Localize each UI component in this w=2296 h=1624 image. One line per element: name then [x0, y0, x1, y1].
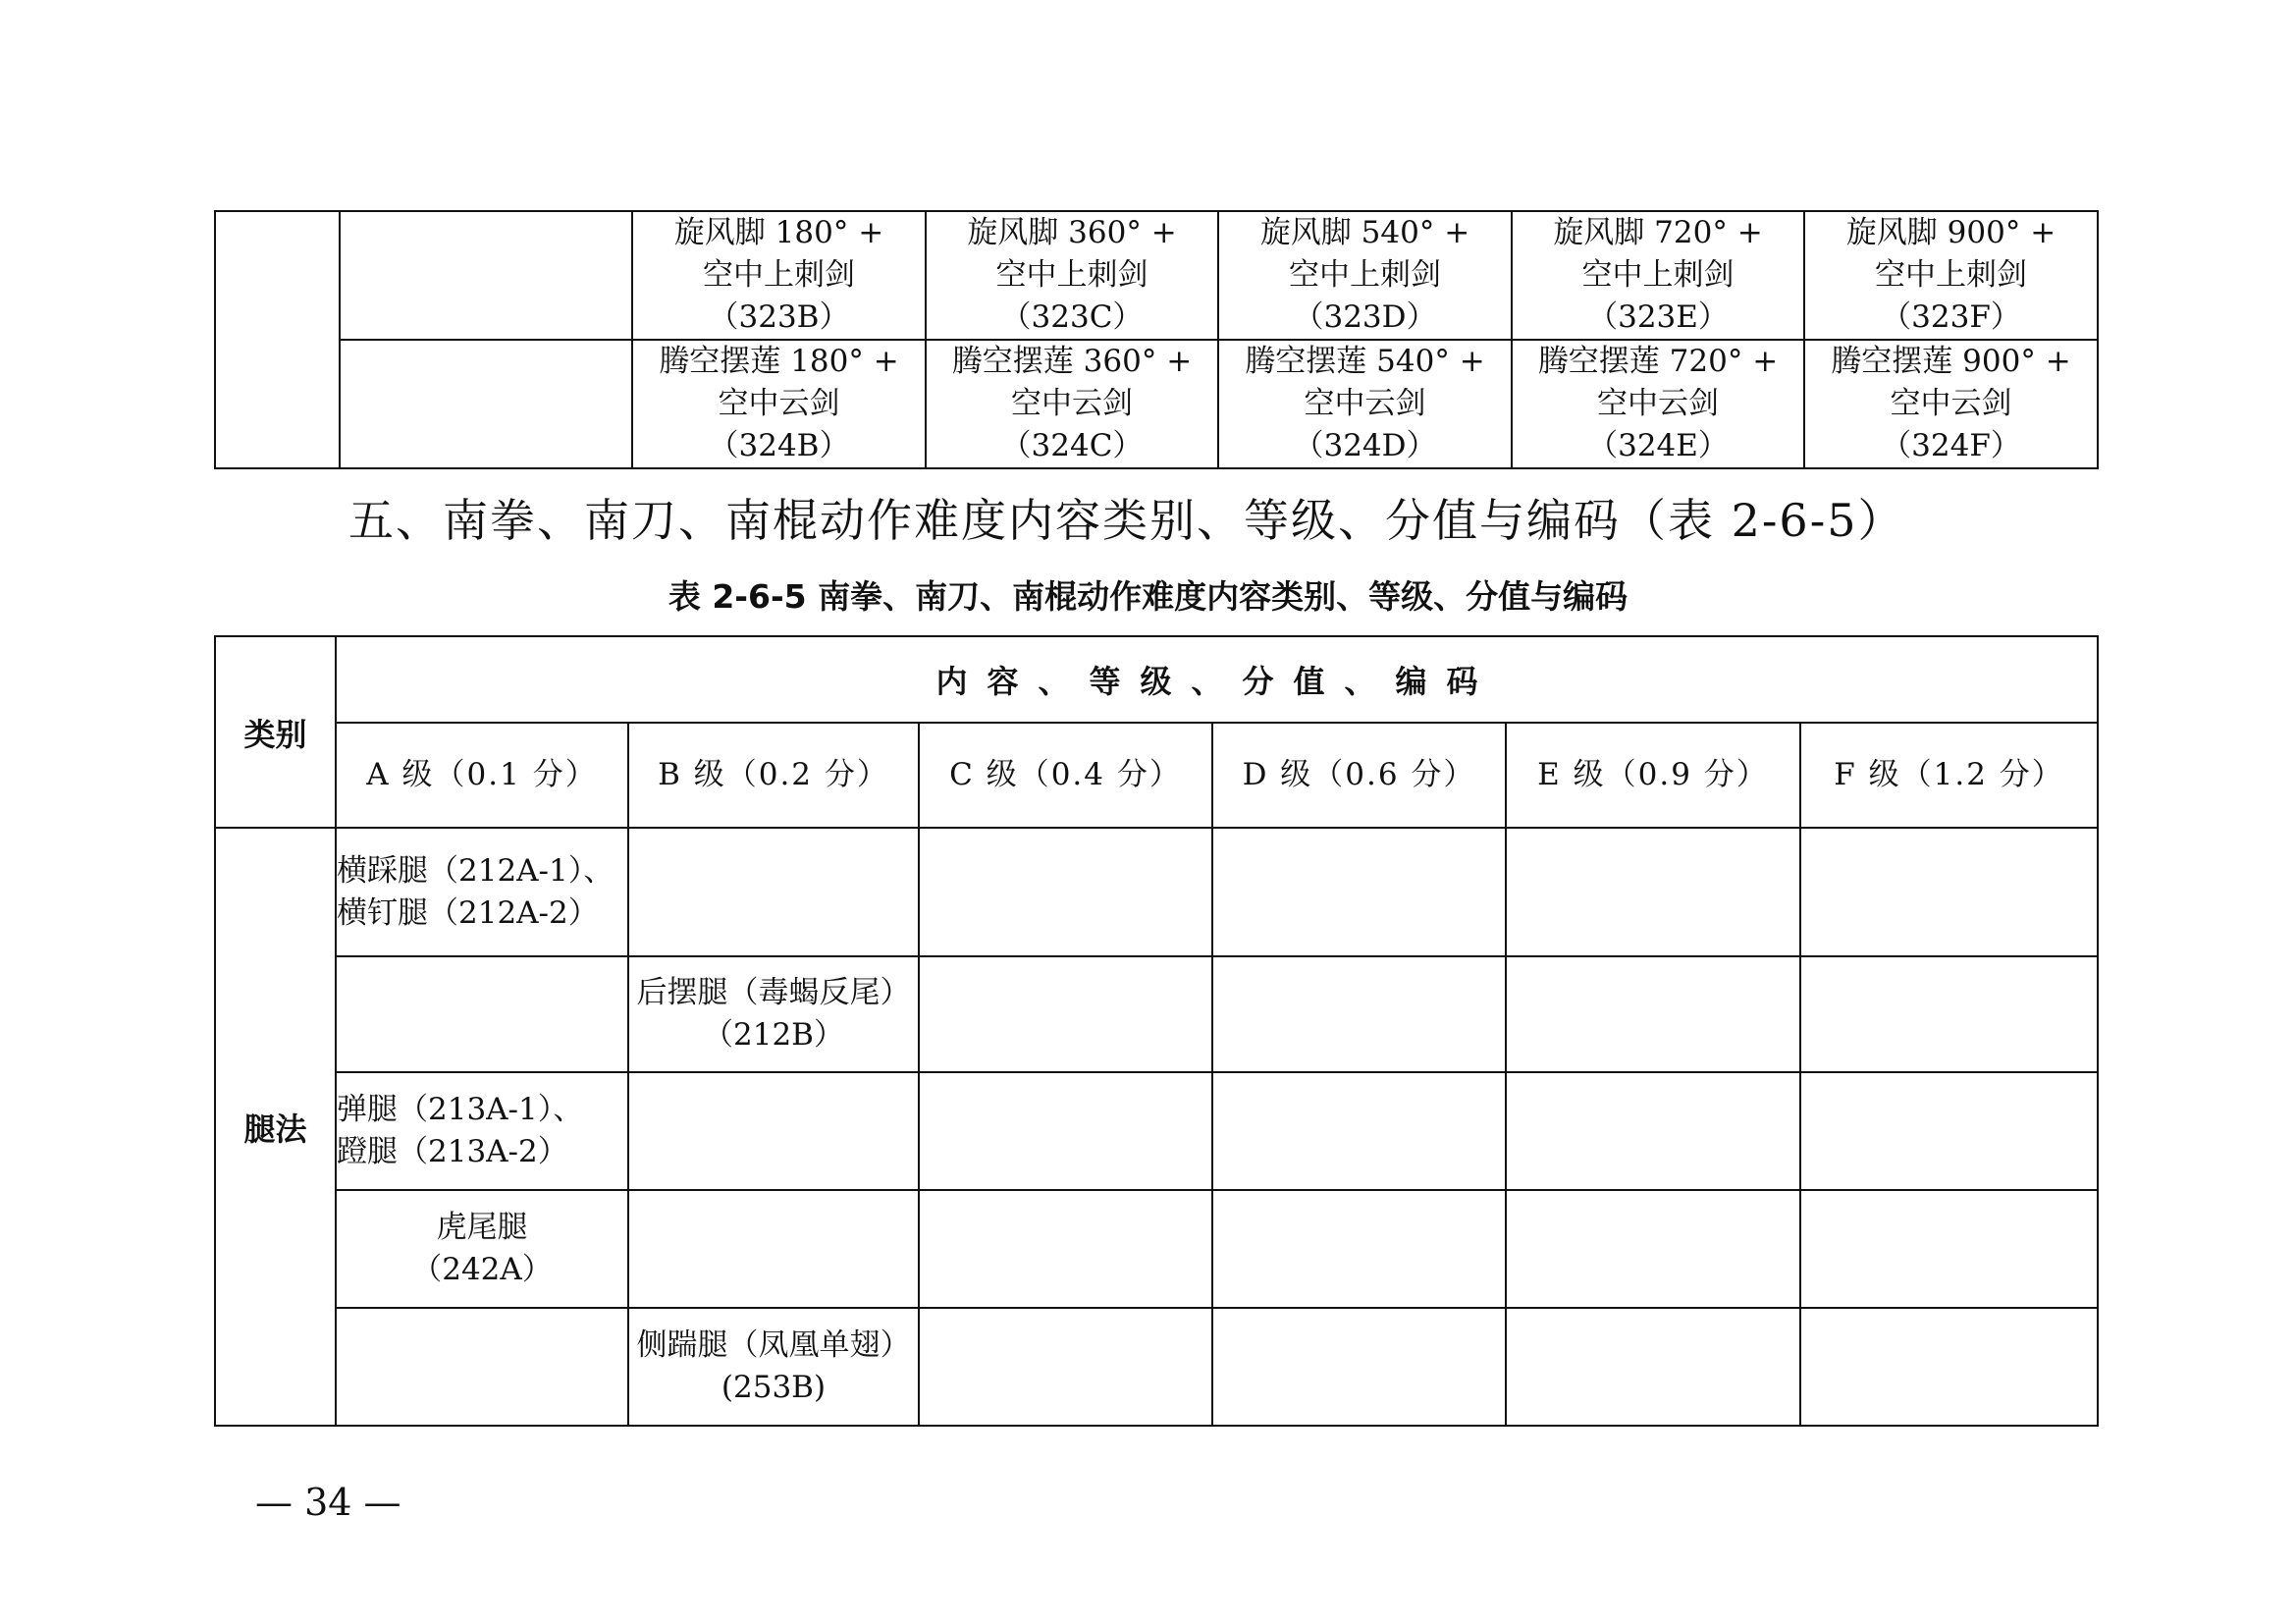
- empty-cell: [1800, 956, 2098, 1072]
- grade-b-cell: 后摆腿（毒蝎反尾） （212B）: [628, 956, 919, 1072]
- group-header: 内容、等级、分值、编码: [935, 663, 1498, 700]
- empty-cell: [919, 828, 1212, 956]
- table-row: [215, 340, 2098, 468]
- grade-header-c: C 级（0.4 分）: [919, 723, 1212, 828]
- empty-cell: [919, 956, 1212, 1072]
- grade-a-cell: [336, 956, 628, 1072]
- empty-cell: [1800, 1308, 2098, 1426]
- grade-b-cell: 侧踹腿（凤凰单翅） (253B): [628, 1308, 919, 1426]
- empty-cell: [1212, 956, 1506, 1072]
- grade-a-cell: [336, 1308, 628, 1426]
- category-header: 类别: [243, 715, 307, 753]
- difficulty-table: [214, 635, 2099, 1427]
- category-cell: [215, 828, 336, 1426]
- empty-cell: [1506, 1190, 1800, 1308]
- table-cell: 旋风脚 900° + 空中上刺剑 （323F）: [1804, 211, 2098, 340]
- category-cell: [215, 211, 340, 468]
- table-cell: 旋风脚 180° + 空中上刺剑 （323B）: [632, 211, 926, 340]
- empty-cell: [1506, 1072, 1800, 1190]
- grade-header-f: F 级（1.2 分）: [1800, 723, 2098, 828]
- empty-cell: [919, 1072, 1212, 1190]
- continuation-table: [214, 210, 2099, 469]
- table-row: [215, 1190, 2098, 1308]
- grade-header-e: E 级（0.9 分）: [1506, 723, 1800, 828]
- table-cell: 腾空摆莲 180° + 空中云剑 （324B）: [632, 340, 926, 468]
- table-row: [215, 1072, 2098, 1190]
- empty-cell: [1800, 828, 2098, 956]
- empty-cell: [340, 211, 632, 340]
- table-row: [215, 956, 2098, 1072]
- empty-cell: [1506, 828, 1800, 956]
- empty-cell: [1800, 1190, 2098, 1308]
- category-label: 腿法: [243, 1110, 307, 1148]
- table-cell: 旋风脚 720° + 空中上刺剑 （323E）: [1512, 211, 1804, 340]
- category-header-cell: [215, 636, 336, 828]
- grade-a-cell: 虎尾腿 （242A）: [336, 1190, 628, 1308]
- empty-cell: [1212, 1072, 1506, 1190]
- table-cell: 旋风脚 540° + 空中上刺剑 （323D）: [1218, 211, 1512, 340]
- empty-cell: [1212, 828, 1506, 956]
- group-header-cell: [336, 636, 2098, 723]
- grade-a-cell: 弹腿（213A-1）、 蹬腿（213A-2）: [336, 1072, 628, 1190]
- page-number: — 34 —: [255, 1481, 401, 1524]
- table-caption: 表 2-6-5 南拳、南刀、南棍动作难度内容类别、等级、分值与编码: [667, 577, 1629, 616]
- table-cell: 腾空摆莲 720° + 空中云剑 （324E）: [1512, 340, 1804, 468]
- empty-cell: [1800, 1072, 2098, 1190]
- empty-cell: [1212, 1308, 1506, 1426]
- grade-header-a: A 级（0.1 分）: [336, 723, 628, 828]
- table-cell: 腾空摆莲 360° + 空中云剑 （324C）: [926, 340, 1218, 468]
- grade-b-cell: [628, 1072, 919, 1190]
- grade-header-row: [215, 723, 2098, 828]
- table-row: [215, 1308, 2098, 1426]
- empty-cell: [1506, 1308, 1800, 1426]
- grade-b-cell: [628, 1190, 919, 1308]
- empty-cell: [919, 1190, 1212, 1308]
- empty-cell: [340, 340, 632, 468]
- table-row: [215, 828, 2098, 956]
- header-row: [215, 636, 2098, 723]
- grade-b-cell: [628, 828, 919, 956]
- grade-header-d: D 级（0.6 分）: [1212, 723, 1506, 828]
- grade-a-cell: 横踩腿（212A-1）、 横钉腿（212A-2）: [336, 828, 628, 956]
- table-cell: 旋风脚 360° + 空中上刺剑 （323C）: [926, 211, 1218, 340]
- empty-cell: [1212, 1190, 1506, 1308]
- empty-cell: [1506, 956, 1800, 1072]
- empty-cell: [919, 1308, 1212, 1426]
- table-row: [215, 211, 2098, 340]
- table-cell: 腾空摆莲 540° + 空中云剑 （324D）: [1218, 340, 1512, 468]
- table-cell: 腾空摆莲 900° + 空中云剑 （324F）: [1804, 340, 2098, 468]
- grade-header-b: B 级（0.2 分）: [628, 723, 919, 828]
- section-heading: 五、南拳、南刀、南棍动作难度内容类别、等级、分值与编码（表 2-6-5）: [348, 494, 1905, 547]
